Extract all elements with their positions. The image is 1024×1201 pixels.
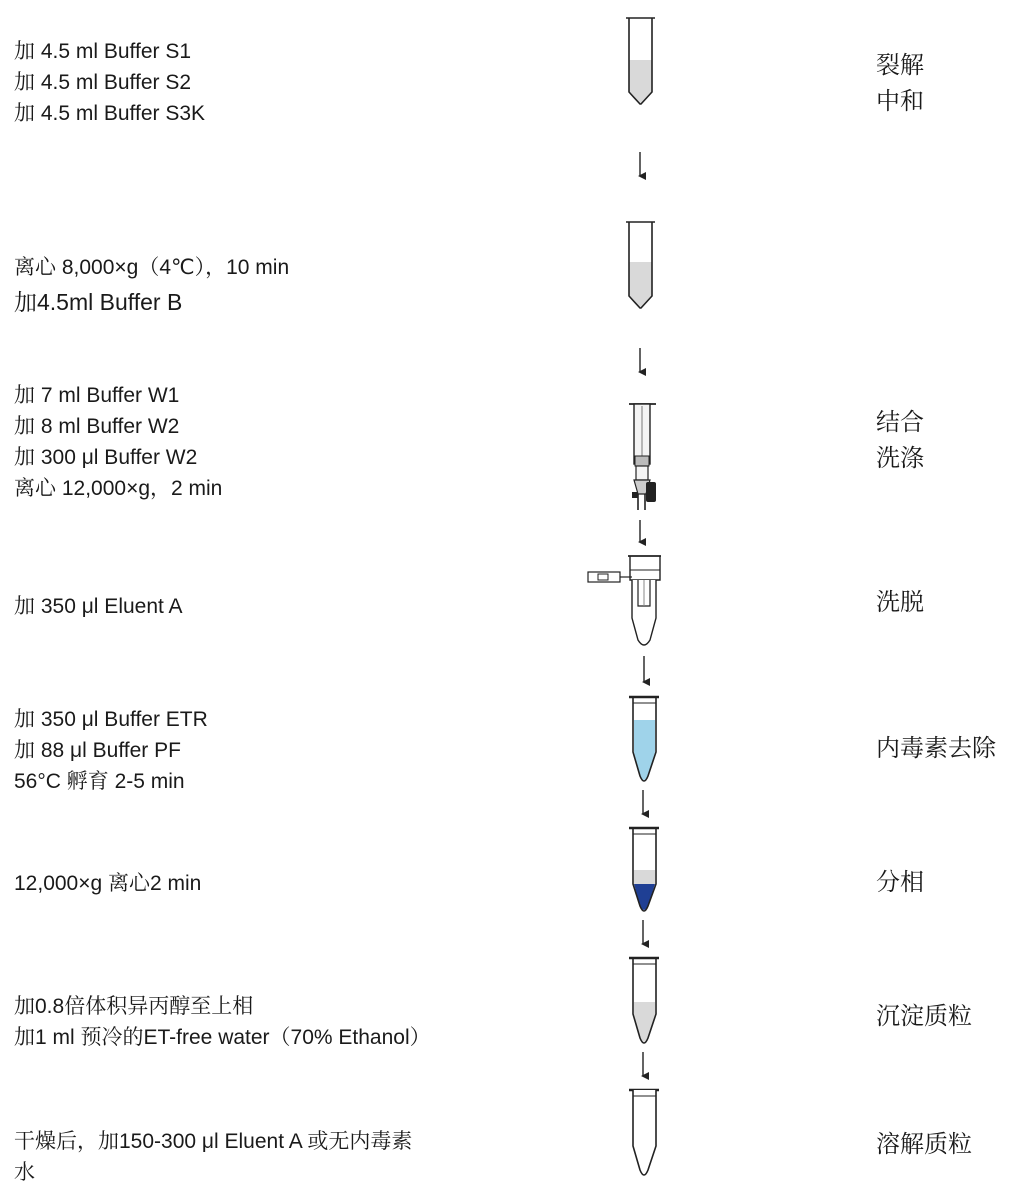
microtube-empty-icon — [629, 1090, 659, 1175]
syringe-column-icon — [629, 404, 656, 510]
instruction-line: 离心 8,000×g（4℃），10 min — [14, 256, 290, 279]
step-label: 中和 — [876, 88, 924, 115]
instruction-line: 加 7 ml Buffer W1 — [14, 384, 180, 407]
instruction-line: 加 8 ml Buffer W2 — [14, 415, 180, 438]
spin-column-tube-icon — [588, 556, 661, 645]
instruction-line: 加 350 μl Eluent A — [14, 595, 183, 618]
step-label: 结合 — [876, 409, 924, 436]
conical-tube-icon — [626, 18, 655, 104]
microtube-gray-icon — [629, 958, 659, 1043]
instruction-line: 加 4.5 ml Buffer S3K — [14, 102, 206, 125]
step-label: 沉淀质粒 — [876, 1003, 972, 1030]
step-label: 洗涤 — [876, 445, 924, 472]
instruction-line: 加 300 μl Buffer W2 — [14, 446, 198, 469]
instruction-line: 加4.5ml Buffer B — [14, 289, 183, 315]
instruction-line: 56°C 孵育 2-5 min — [14, 770, 185, 793]
instruction-line: 加 88 μl Buffer PF — [14, 739, 181, 762]
instruction-line: 12,000×g 离心2 min — [14, 872, 202, 895]
conical-tube-icon — [626, 222, 655, 308]
step-label: 裂解 — [876, 52, 924, 79]
microtube-phase-icon — [629, 828, 659, 911]
step-label: 内毒素去除 — [876, 735, 996, 762]
instruction-line: 水 — [14, 1161, 35, 1184]
instruction-line: 加 4.5 ml Buffer S2 — [14, 71, 192, 94]
step-label: 分相 — [876, 869, 924, 896]
instruction-line: 加1 ml 预冷的ET-free water（70% Ethanol） — [14, 1026, 431, 1049]
instruction-line: 离心 12,000×g，2 min — [14, 477, 223, 500]
step-label: 洗脱 — [876, 589, 924, 616]
instruction-line: 加 350 μl Buffer ETR — [14, 708, 208, 731]
microtube-light-blue-icon — [629, 697, 659, 781]
instruction-line: 干燥后，加150-300 μl Eluent A 或无内毒素 — [14, 1130, 413, 1153]
instruction-line: 加 4.5 ml Buffer S1 — [14, 40, 192, 63]
step-label: 溶解质粒 — [876, 1131, 972, 1158]
instruction-line: 加0.8倍体积异丙醇至上相 — [14, 995, 254, 1018]
